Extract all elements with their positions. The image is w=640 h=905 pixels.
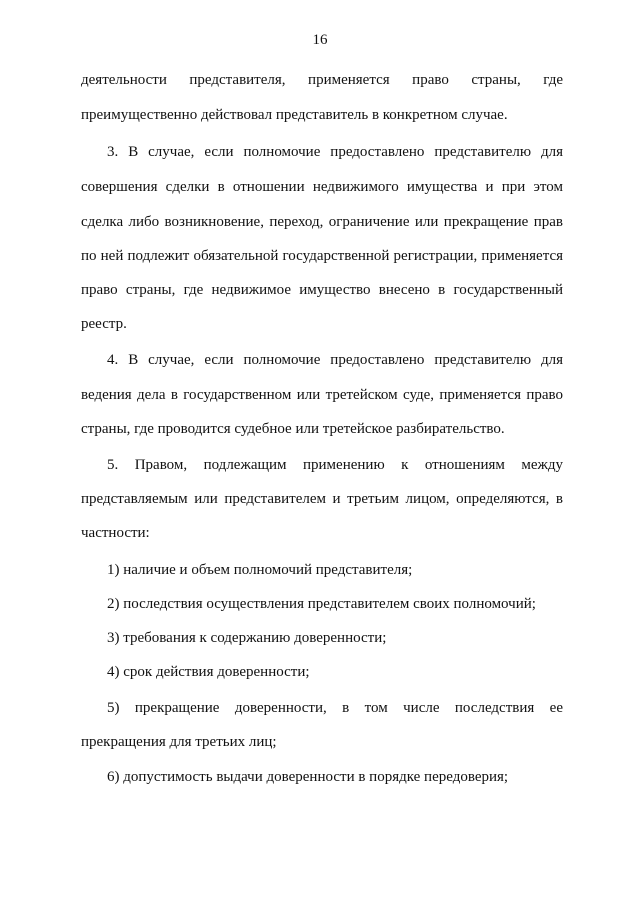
paragraph-4-first-line: 4. В случае, если полномочие предоставлено представителю для [107,352,563,368]
paragraph-5-first-line: 5. Правом, подлежащим применению к отношениям между [107,457,563,473]
page-number: 16 [312,32,328,48]
list-item: 2) последствия осуществления представителем своих полномочий; [107,596,536,612]
text-line: преимущественно действовал представитель в конкретном случае. [81,107,508,123]
list-item: 4) срок действия доверенности; [107,664,310,680]
paragraph-3-first-line: 3. В случае, если полномочие предоставлено представителю для [107,144,563,160]
text-line: деятельности представителя, применяется право страны, где [81,72,563,88]
text-line: прекращения для третьих лиц; [81,734,277,750]
text-line: право страны, где недвижимое имущество внесено в государственный [81,282,563,298]
text-line: по ней подлежит обязательной государственной регистрации, применяется [81,248,563,264]
text-line: частности: [81,525,150,541]
list-item: 6) допустимость выдачи доверенности в порядке передоверия; [107,769,509,785]
list-item: 5) прекращение доверенности, в том числе последствия ее [107,700,563,716]
text-line: реестр. [81,316,127,332]
list-item: 1) наличие и объем полномочий представителя; [107,562,413,578]
list-item: 3) требования к содержанию доверенности; [107,630,387,646]
text-line: сделка либо возникновение, переход, ограничение или прекращение прав [81,214,563,230]
text-line: страны, где проводится судебное или третейское разбирательство. [81,421,505,437]
text-line: совершения сделки в отношении недвижимого имущества и при этом [81,179,563,195]
text-line: представляемым или представителем и третьим лицом, определяются, в [81,491,563,507]
text-line: ведения дела в государственном или третейском суде, применяется право [81,387,563,403]
